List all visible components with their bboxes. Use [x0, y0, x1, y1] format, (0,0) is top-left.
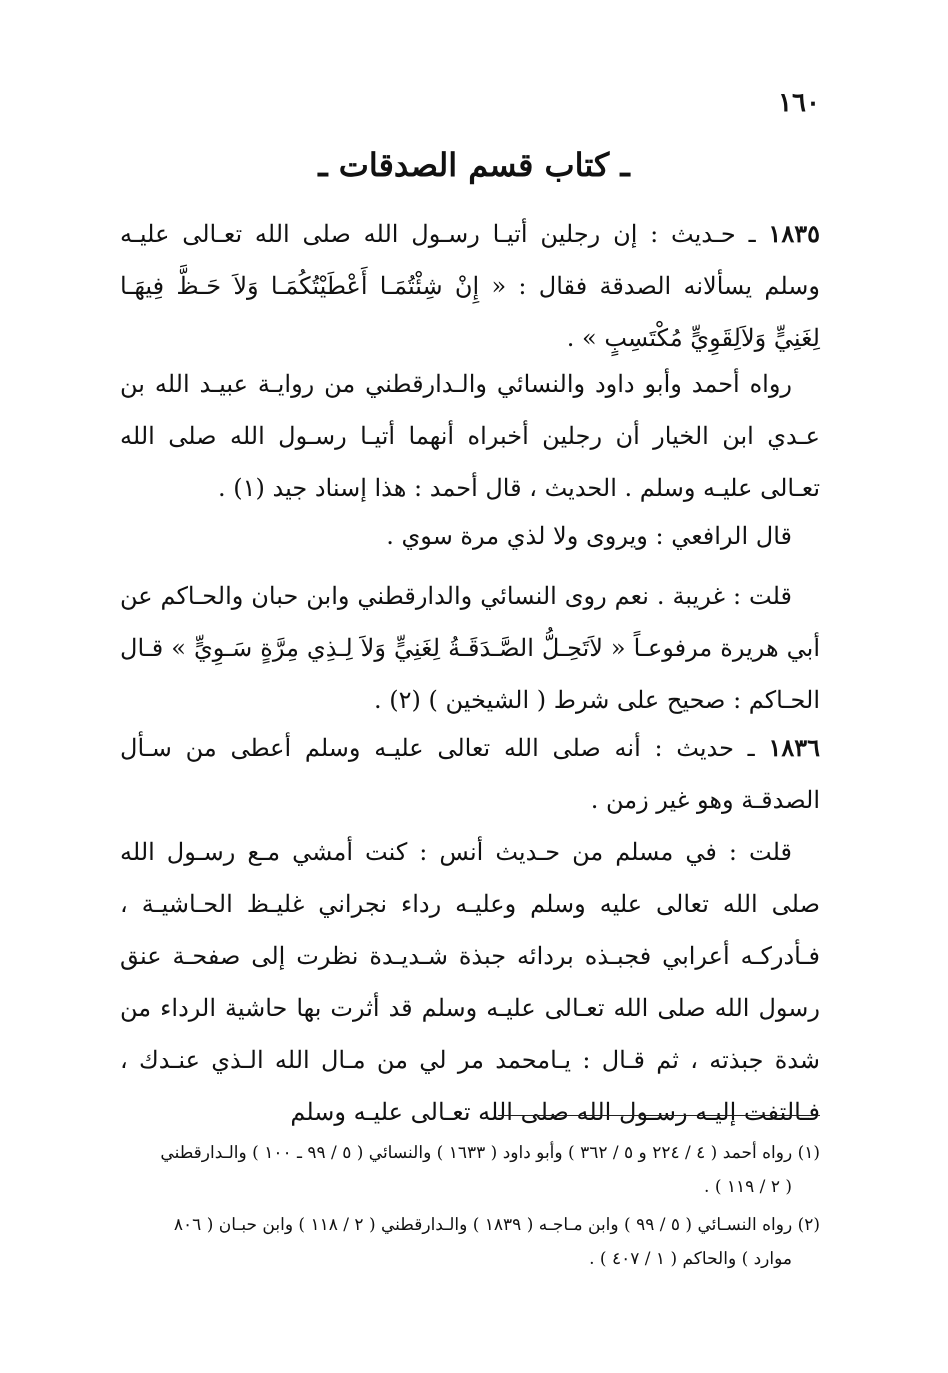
footnote-continuation: موارد ) والحاكم ( ١ / ٤٠٧ ) .	[589, 1249, 792, 1269]
hadith-text: ـ حـديث : إن رجلين أتيـا رسـول الله صلى الله تعـالى عليـه وسلم يسألانه الصدقة فقال : « إِنْ شِئْتُمَـا أَعْطَيْتُكُمَـا وَلاَ حَـظَّ فِيهَـا لِغَنِيٍّ وَلاَلِقَوِيٍّ مُكْتَسِبٍ » .	[120, 220, 820, 352]
chapter-title: ـ كتاب قسم الصدقات ـ	[318, 146, 630, 184]
hadith-number: ١٨٣٥	[768, 219, 820, 248]
hadith-1835-paragraph	[120, 208, 820, 364]
page-number: ١٦٠	[778, 88, 820, 118]
qultu-paragraph-2: قلت : في مسلم من حـديث أنس : كنت أمشي مـع رسـول الله صلى الله تعالى عليه وسلم وعليـه رداء نجراني غليـظ الحـاشيـة ، فـأدركـه أعرابي فجبـذه بردائه جبذة شـديـدة نظرت إلى صفحـة عنق رسول الله صلى الله تعـالى عليـه وسلم قد أثرت بها حاشية الرداء من شدة جبذته ، ثم قـال : يـامحمد مر لي من مـال الله الـذي عنـدك ، فـالتفت إليـه رسـول الله صلى الله تعـالى عليـه وسلم	[120, 838, 820, 1126]
qultu-paragraph-1: قلت : غريبة . نعم روى النسائي والدارقطني وابن حبان والحـاكم عن أبي هريرة مرفوعـاً « لاَتَحِـلُّ الصَّـدَقَـةُ لِغَنِيٍّ وَلاَ لِـذِي مِرَّةٍ سَـوِيٍّ » قـال الحـاكم : صحيح على شرط ( الشيخين ) (٢) .	[120, 582, 820, 714]
footnote-text: رواه النسـائي ( ٥ / ٩٩ ) وابن مـاجـه ( ١٨٣٩ ) والـدارقطني ( ٢ / ١١٨ ) وابن حبـان ( ٨٠٦	[173, 1215, 793, 1235]
footnote-1	[120, 1136, 820, 1204]
hadith-1836-paragraph	[120, 722, 820, 826]
rafii-quote-paragraph: قال الرافعي : ويروى ولا لذي مرة سوي .	[386, 522, 792, 550]
footnote-marker: (١)	[797, 1143, 820, 1163]
hadith-text: ـ حديث : أنه صلى الله تعالى عليـه وسلم أعطى من سـأل الصدقـة وهو غير زمن .	[120, 734, 820, 814]
footnote-divider	[498, 1115, 820, 1116]
narration-paragraph: رواه أحمد وأبو داود والنسائي والـدارقطني من روايـة عبيـد الله بن عـدي ابن الخيار أن رجلين أخبراه أنهما أتيـا رسـول الله صلى الله تعـالى عليـه وسلم . الحديث ، قال أحمد : هذا إسناد جيد (١) .	[120, 370, 820, 502]
footnote-continuation: ( ٢ / ١١٩ ) .	[704, 1177, 792, 1197]
footnote-marker: (٢)	[797, 1215, 820, 1235]
hadith-number: ١٨٣٦	[768, 733, 820, 762]
footnote-2	[120, 1208, 820, 1276]
footnote-text: رواه أحمد ( ٤ / ٢٢٤ و ٥ / ٣٦٢ ) وأبو داود ( ١٦٣٣ ) والنسائي ( ٥ / ٩٩ ـ ١٠٠ ) والـدارقطني	[160, 1143, 793, 1163]
